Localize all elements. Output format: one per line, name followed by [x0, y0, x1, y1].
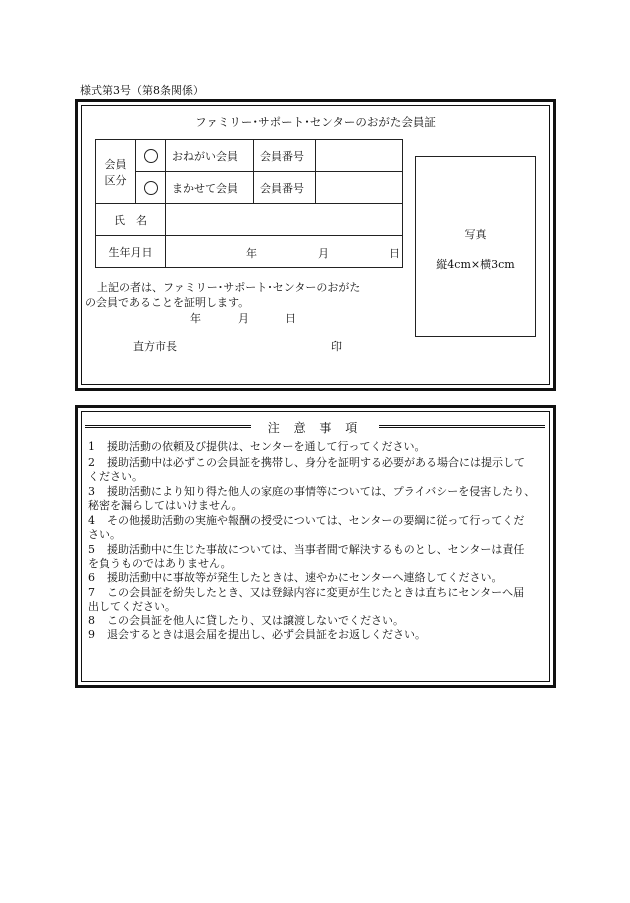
issue-day-label: 日 — [285, 312, 296, 325]
notice-item-9 — [88, 628, 540, 642]
member-number-label-2: 会員番号 — [254, 172, 316, 204]
notice-item-5 — [88, 543, 540, 571]
registration-table — [95, 139, 403, 268]
member-number-value-2[interactable] — [316, 172, 403, 204]
radio-makasete[interactable] — [136, 172, 166, 204]
notice-item-text: この会員証を他人に貸したり、又は譲渡しないでください。 — [107, 614, 404, 627]
radio-onegai[interactable] — [136, 140, 166, 172]
form-number-label: 様式第3号（第8条関係） — [80, 84, 204, 97]
photo-size: 縦4cm×横3cm — [436, 258, 515, 271]
notice-item-text-cont: を負うものではありません。 — [88, 557, 232, 570]
notice-item-number: 9 — [88, 628, 95, 641]
notice-item-text-cont: さい。 — [88, 528, 121, 541]
member-class-label-2: 区分 — [104, 173, 127, 187]
notice-item-text-cont: ください。 — [88, 470, 143, 483]
notice-item-text: 援助活動により知り得た他人の家庭の事情等については、プライバシーを侵害したり、 — [107, 485, 536, 498]
notice-header-rule-right — [379, 425, 545, 428]
notice-item-text: その他援助活動の実施や報酬の授受については、センターの要綱に従って行ってくだ — [107, 514, 525, 527]
seal-label: 印 — [331, 340, 342, 353]
name-label: 氏 名 — [96, 204, 166, 236]
notice-item-number: 1 — [88, 440, 95, 453]
option-makasete: まかせて会員 — [166, 172, 254, 204]
radio-circle-icon[interactable] — [144, 149, 158, 163]
member-class-cell — [96, 140, 136, 204]
notice-item-text: 援助活動中は必ずこの会員証を携帯し、身分を証明する必要がある場合には提示して — [107, 456, 525, 469]
notice-item-text-cont: 出してください。 — [88, 600, 176, 613]
notice-item-2 — [88, 456, 540, 484]
notice-item-text: この会員証を紛失したとき、又は登録内容に変更が生じたときは直ちにセンターへ届 — [107, 586, 525, 599]
notice-item-number: 6 — [88, 571, 95, 584]
notice-item-number: 4 — [88, 514, 95, 527]
member-class-label-1: 会員 — [104, 157, 127, 171]
birth-month-label: 月 — [318, 247, 329, 260]
photo-title: 写真 — [464, 228, 487, 241]
option-onegai: おねがい会員 — [166, 140, 254, 172]
birth-label: 生年月日 — [96, 236, 166, 268]
notice-item-6 — [88, 571, 540, 585]
birth-value[interactable] — [166, 236, 403, 268]
notice-item-number: 8 — [88, 614, 95, 627]
notice-item-number: 7 — [88, 586, 95, 599]
birth-year-label: 年 — [246, 247, 257, 260]
notice-item-number: 3 — [88, 485, 95, 498]
notice-item-text: 援助活動中に生じた事故については、当事者間で解決するものとし、センターは責任 — [107, 543, 525, 556]
notice-item-text: 退会するときは退会届を提出し、必ず会員証をお返しください。 — [107, 628, 426, 641]
certification-line-2: の会員であることを証明します。 — [85, 296, 250, 309]
certification-line-1: 上記の者は、ファミリー･サポート･センターのおがた — [97, 281, 361, 294]
card-title: ファミリー･サポート･センターのおがた会員証 — [195, 115, 436, 129]
notice-item-text-cont: 秘密を漏らしてはいけません。 — [88, 499, 243, 512]
mayor-label: 直方市長 — [133, 340, 177, 353]
birth-day-label: 日 — [389, 247, 400, 260]
notice-header-rule-left — [85, 425, 251, 428]
notice-item-number: 5 — [88, 543, 95, 556]
member-number-label-1: 会員番号 — [254, 140, 316, 172]
name-value[interactable] — [166, 204, 403, 236]
issue-year-label: 年 — [190, 312, 201, 325]
notice-item-1 — [88, 440, 540, 454]
notice-item-4 — [88, 514, 540, 542]
notice-item-number: 2 — [88, 456, 95, 469]
member-number-value-1[interactable] — [316, 140, 403, 172]
notice-item-7 — [88, 586, 540, 614]
issue-month-label: 月 — [238, 312, 249, 325]
notice-item-text: 援助活動の依頼及び提供は、センターを通して行ってください。 — [107, 440, 426, 453]
radio-circle-icon[interactable] — [144, 181, 158, 195]
notice-item-text: 援助活動中に事故等が発生したときは、速やかにセンターへ連絡してください。 — [107, 571, 503, 584]
notice-item-3 — [88, 485, 540, 513]
notice-item-8 — [88, 614, 540, 628]
photo-placeholder — [415, 156, 536, 337]
notice-title: 注 意 事 項 — [267, 421, 363, 435]
